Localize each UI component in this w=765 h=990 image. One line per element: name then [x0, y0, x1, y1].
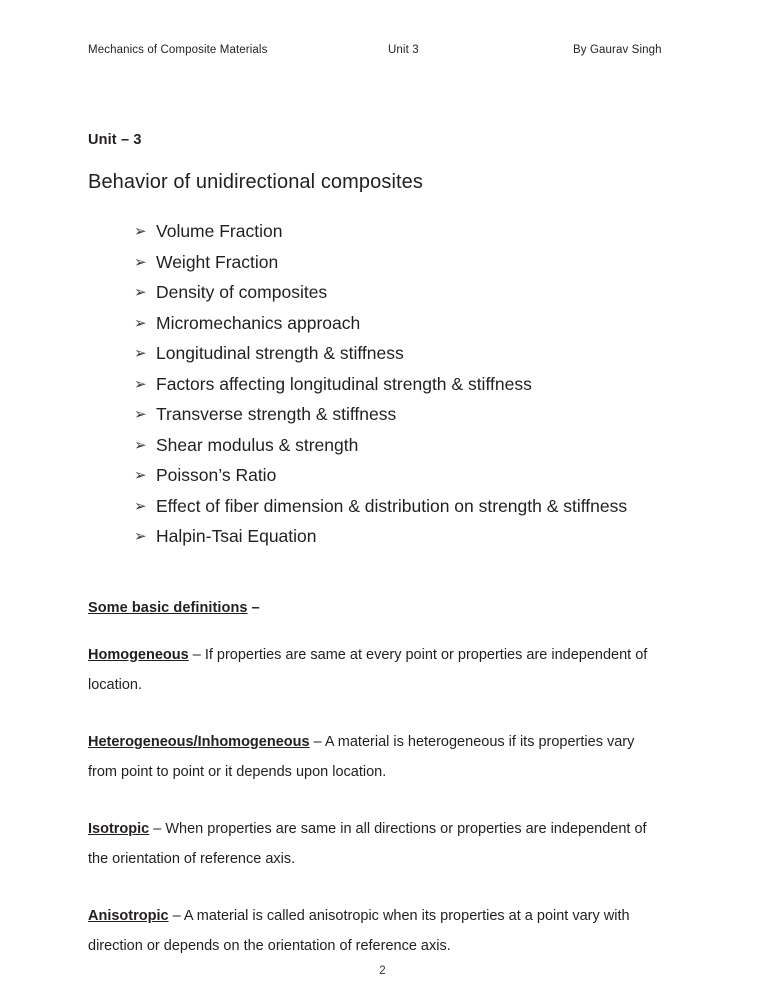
arrowhead-bullet-icon: ➢ — [134, 222, 147, 240]
arrowhead-bullet-icon: ➢ — [134, 344, 147, 362]
list-item — [134, 460, 666, 491]
list-item-label: Poisson’s Ratio — [156, 465, 277, 485]
definition-paragraph — [88, 640, 663, 700]
arrowhead-bullet-icon: ➢ — [134, 496, 147, 515]
definition-body: – A material is called anisotropic when its properties at a point vary with direction or depends on the orientation of reference axis. — [88, 907, 630, 954]
topic-list — [88, 216, 680, 552]
list-item-label: Shear modulus & strength — [156, 434, 359, 455]
arrowhead-bullet-icon: ➢ — [134, 435, 147, 454]
list-item-label: Halpin-Tsai Equation — [156, 526, 317, 546]
header-author: By Gaurav Singh — [573, 44, 662, 56]
definition-term: Anisotropic — [88, 907, 169, 924]
list-item — [134, 430, 666, 461]
arrowhead-bullet-icon: ➢ — [134, 313, 147, 332]
unit-label: Unit – 3 — [88, 132, 142, 148]
list-item-label: Effect of fiber dimension & distribution on strength & stiffness — [156, 495, 628, 516]
definitions-heading-text: Some basic definitions — [88, 599, 248, 616]
arrowhead-bullet-icon: ➢ — [134, 283, 147, 301]
definition-term: Homogeneous — [88, 646, 189, 663]
definition-paragraph — [88, 727, 663, 787]
list-item — [134, 399, 666, 430]
page-number: 2 — [379, 965, 386, 977]
list-item-label: Longitudinal strength & stiffness — [156, 343, 404, 363]
list-item — [134, 521, 666, 552]
definitions-heading-dash: – — [247, 599, 260, 616]
arrowhead-bullet-icon: ➢ — [134, 405, 147, 423]
list-item — [134, 277, 666, 308]
definition-term: Isotropic — [88, 820, 150, 837]
arrowhead-bullet-icon: ➢ — [134, 527, 147, 545]
arrowhead-bullet-icon: ➢ — [134, 252, 147, 271]
definition-body: – When properties are same in all directions or properties are independent of the orientation of reference axis. — [88, 820, 647, 867]
running-header — [88, 44, 680, 56]
list-item-label: Transverse strength & stiffness — [156, 404, 397, 424]
arrowhead-bullet-icon: ➢ — [134, 374, 147, 393]
arrowhead-bullet-icon: ➢ — [134, 466, 147, 484]
list-item-label: Micromechanics approach — [156, 312, 361, 333]
list-item-label: Density of composites — [156, 282, 328, 302]
definition-body: – If properties are same at every point or properties are independent of location. — [88, 646, 648, 693]
list-item — [134, 247, 666, 278]
document-body — [88, 132, 680, 961]
header-course-title: Mechanics of Composite Materials — [88, 44, 268, 56]
definition-paragraph — [88, 814, 663, 874]
definitions-section — [88, 600, 680, 961]
list-item-label: Factors affecting longitudinal strength & stiffness — [156, 373, 532, 394]
definition-body: – A material is heterogeneous if its properties vary from point to point or it depends upon location. — [88, 733, 635, 780]
list-item-label: Volume Fraction — [156, 221, 283, 241]
definitions-heading — [88, 600, 680, 616]
list-item — [134, 369, 666, 400]
list-item-label: Weight Fraction — [156, 251, 279, 272]
list-item — [134, 308, 666, 339]
page-title: Behavior of unidirectional composites — [88, 171, 423, 193]
list-item — [134, 216, 666, 247]
header-unit: Unit 3 — [388, 44, 419, 56]
definition-paragraph — [88, 901, 663, 961]
list-item — [134, 338, 666, 369]
list-item — [134, 491, 666, 522]
definition-term: Heterogeneous/Inhomogeneous — [88, 733, 310, 750]
